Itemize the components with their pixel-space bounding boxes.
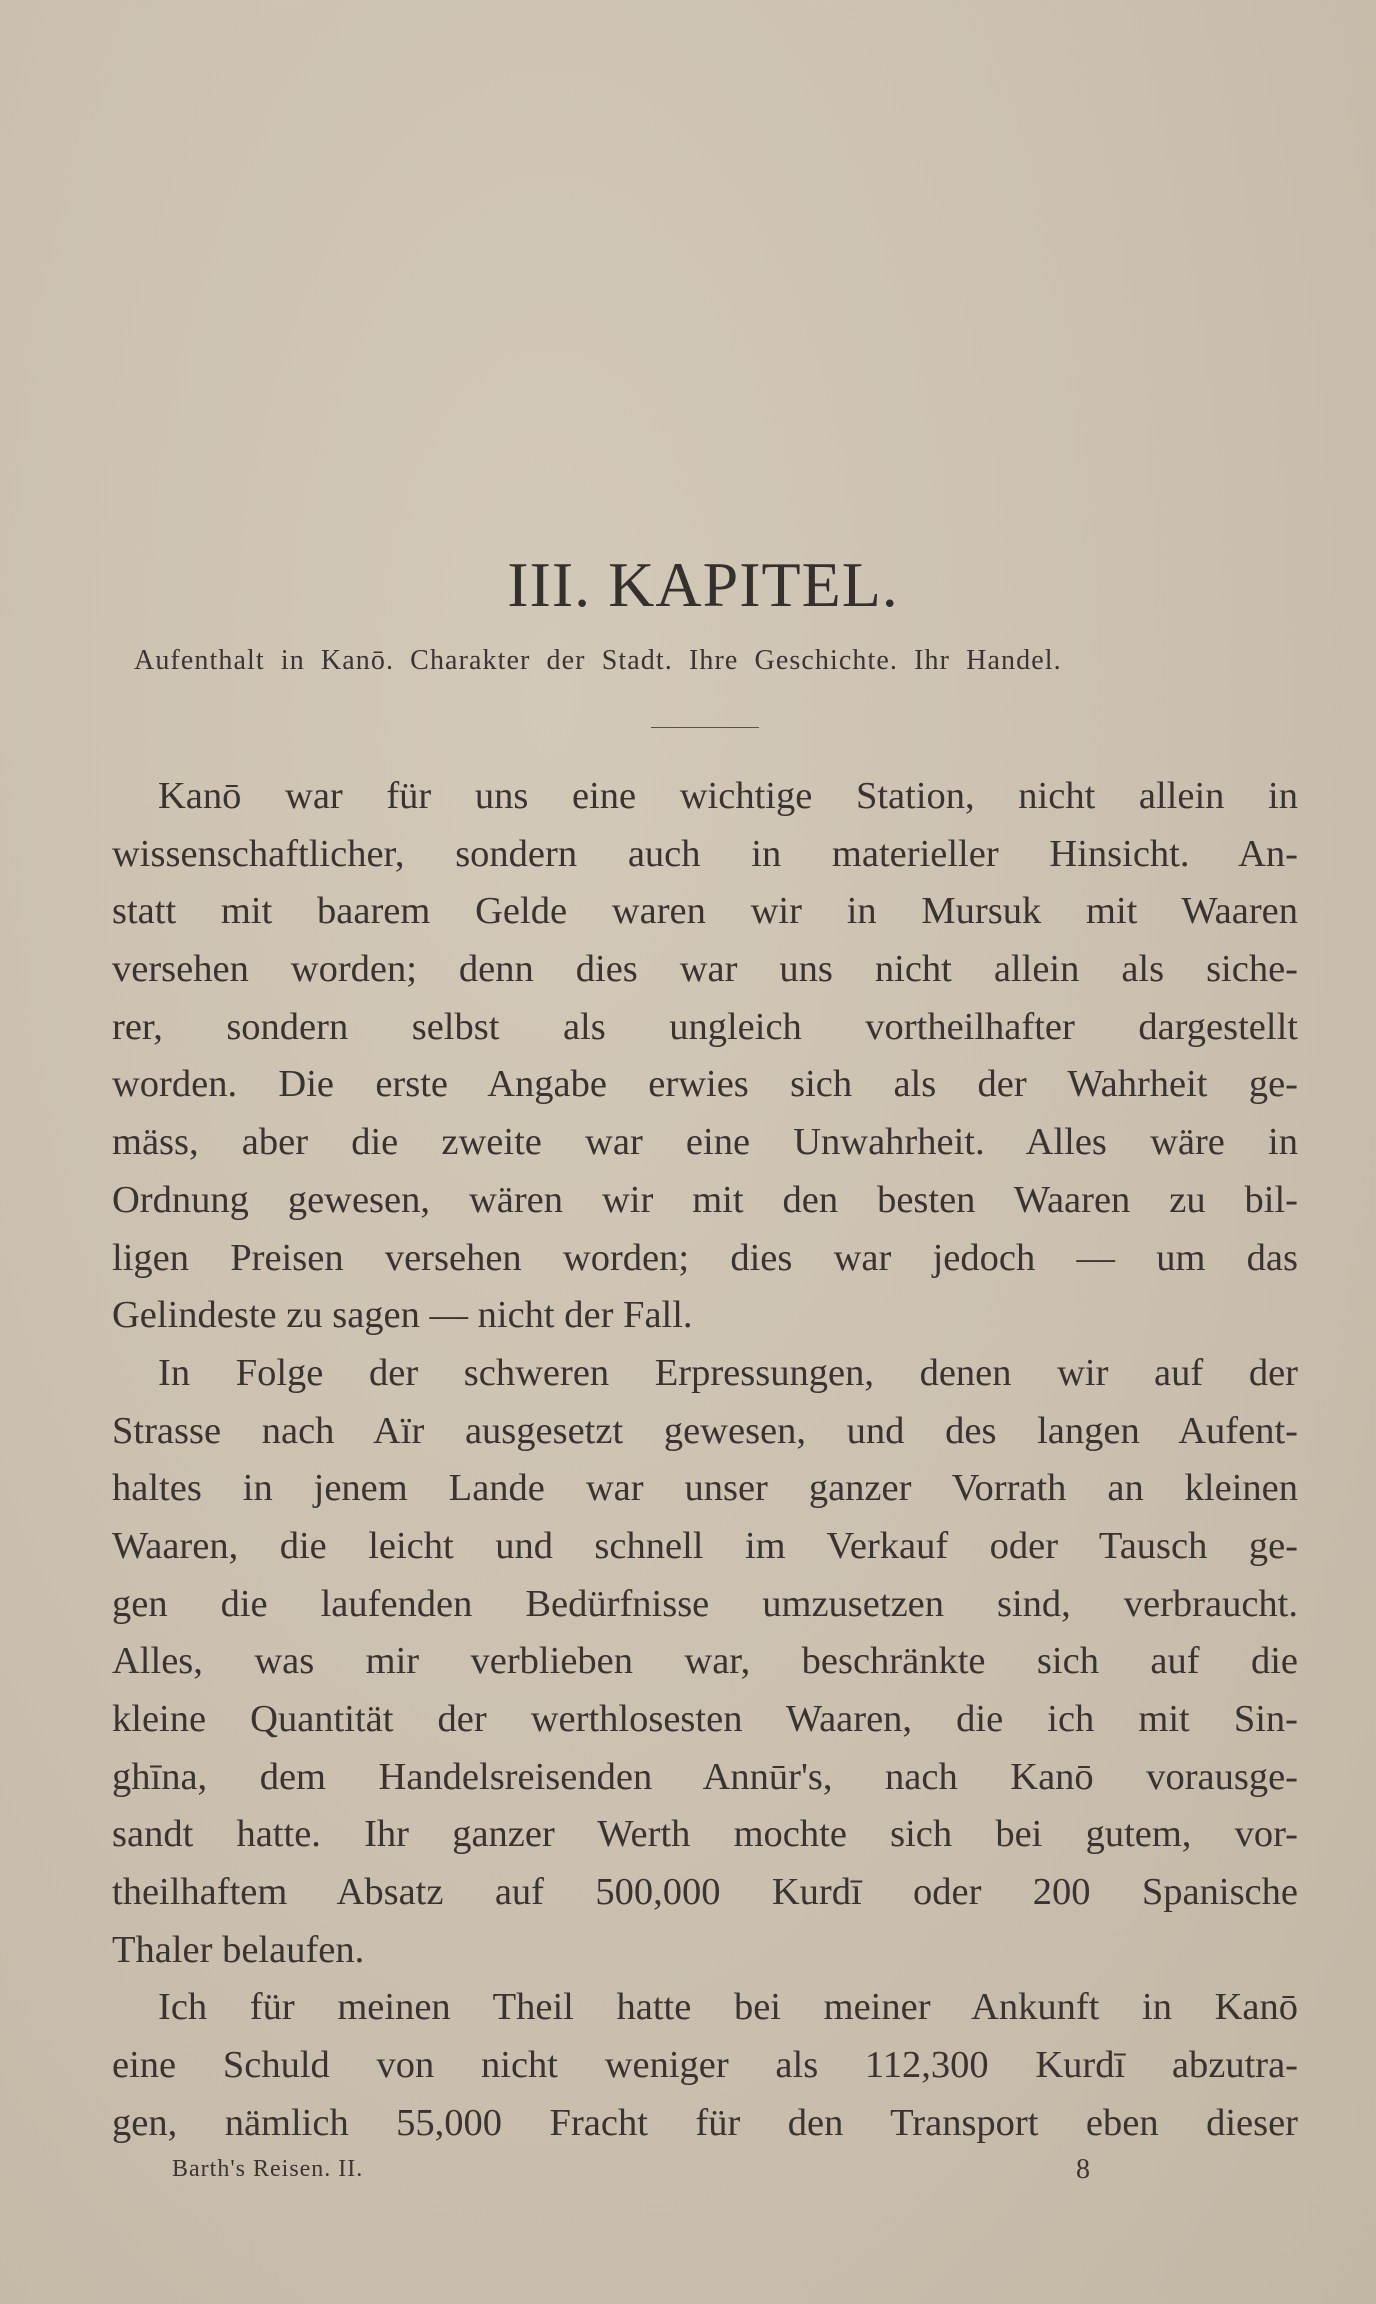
- page-footer: [172, 2156, 1090, 2196]
- text-line: Ich für meinen Theil hatte bei meiner Ankunft in Kanō: [158, 1986, 1298, 2029]
- chapter-summary: Aufenthalt in Kanō. Charakter der Stadt. Ihre Geschichte. Ihr Handel.: [134, 645, 1062, 676]
- text-line: Thaler belaufen.: [112, 1928, 365, 1971]
- text-line: ghīna, dem Handelsreisenden Annūr's, nach Kanō vorausge-: [112, 1755, 1298, 1798]
- text-line: statt mit baarem Gelde waren wir in Mursuk mit Waaren: [112, 890, 1298, 933]
- text-line: Kanō war für uns eine wichtige Station, nicht allein in: [158, 775, 1298, 817]
- body-text: [112, 768, 1298, 2153]
- text-line: rer, sondern selbst als ungleich vortheilhafter dargestellt: [112, 1005, 1298, 1048]
- text-line: versehen worden; denn dies war uns nicht allein als siche-: [112, 948, 1298, 991]
- text-line: worden. Die erste Angabe erwies sich als der Wahrheit ge-: [112, 1063, 1298, 1106]
- text-line: Gelindeste zu sagen — nicht der Fall.: [112, 1294, 693, 1337]
- text-line: wissenschaftlicher, sondern auch in materieller Hinsicht. An-: [112, 832, 1298, 875]
- text-line: Waaren, die leicht und schnell im Verkauf oder Tausch ge-: [112, 1524, 1298, 1567]
- chapter-heading: III. KAPITEL.: [507, 549, 899, 620]
- text-line: sandt hatte. Ihr ganzer Werth mochte sich bei gutem, vor-: [112, 1813, 1298, 1856]
- book-signature: Barth's Reisen. II.: [172, 2156, 364, 2182]
- text-line: haltes in jenem Lande war unser ganzer Vorrath an kleinen: [112, 1467, 1298, 1510]
- page-number: 8: [1076, 2154, 1090, 2185]
- text-line: gen die laufenden Bedürfnisse umzusetzen sind, verbraucht.: [112, 1582, 1298, 1625]
- text-line: eine Schuld von nicht weniger als 112,300 Kurdī abzutra-: [112, 2044, 1298, 2087]
- text-line: Alles, was mir verblieben war, beschränkte sich auf die: [112, 1640, 1298, 1683]
- text-line: kleine Quantität der werthlosesten Waaren, die ich mit Sin-: [112, 1698, 1298, 1740]
- text-line: Strasse nach Aïr ausgesetzt gewesen, und des langen Aufent-: [112, 1409, 1298, 1452]
- text-line: theilhaftem Absatz auf 500,000 Kurdī oder 200 Spanische: [112, 1871, 1298, 1914]
- text-line: Ordnung gewesen, wären wir mit den besten Waaren zu bil-: [112, 1178, 1298, 1221]
- text-line: gen, nämlich 55,000 Fracht für den Transport eben dieser: [112, 2101, 1298, 2144]
- section-divider: [651, 727, 759, 728]
- text-line: ligen Preisen versehen worden; dies war jedoch — um das: [112, 1236, 1298, 1279]
- text-line: mäss, aber die zweite war eine Unwahrheit. Alles wäre in: [112, 1121, 1298, 1164]
- text-line: In Folge der schweren Erpressungen, denen wir auf der: [158, 1351, 1298, 1394]
